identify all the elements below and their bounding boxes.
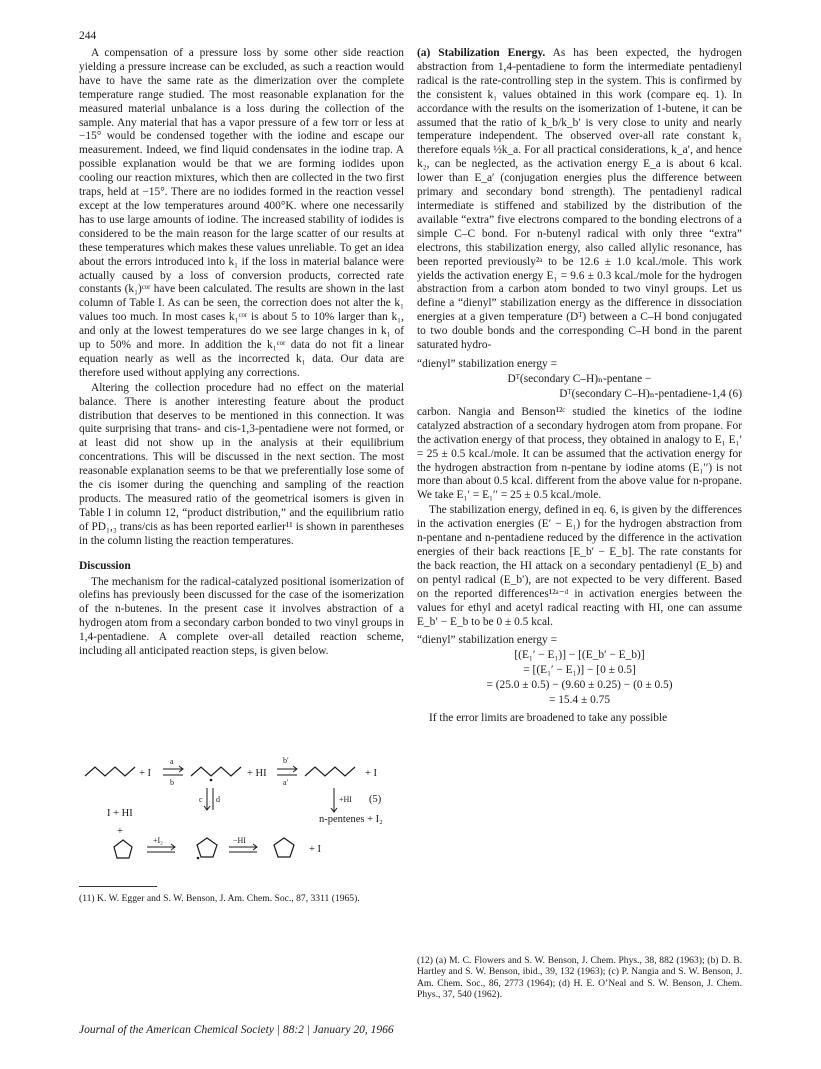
scheme-plus-sign: + [117,826,123,837]
eq7-line2: [(E₁′ − E₁)] − [(E_b′ − E_b)] [514,649,645,662]
eq7-line4: = (25.0 ± 0.5) − (9.60 ± 0.25) − (0 ± 0.5) [486,679,673,692]
radical-dot-2 [197,857,200,860]
paragraph-nangia-benson: carbon. Nangia and Benson¹²ᶜ studied the kinetics of the iodine catalyzed abstraction of a secondary hydrogen atom from propane. For the activation energy of that process, they obtained in analogy to E₁ E₁′ = 25 ± 0.5 kcal./mole. It can be assumed that the activation energy for the hydrogen abstraction from n-pentane by iodine atoms (E₁′′) is not more than about 0.5 kcal. different from the above value for n-propane. We take E₁′ = E₁′′ = 25 ± 0.5 kcal./mole. [417,405,742,502]
section-heading-discussion: Discussion [79,559,131,572]
rate-label-c: c [199,795,203,804]
cyclopentenyl-structure [197,838,217,857]
scheme-minus-hi: +HI [339,795,352,804]
scheme-plus-i-1: + I [139,768,152,779]
eq6-line3-row [417,387,742,402]
reaction-scheme [79,754,414,869]
eq7-line5: = 15.4 ± 0.75 [548,694,611,707]
eq6-number: (6) [728,387,742,400]
text-stabilization-energy: As has been expected, the hydrogen abstraction from 1,4-pentadiene to form the intermediate pentadienyl radical is the rate-controlling step in the system. This is confirmed by the consistent k₁ values obtained in this work (compare eq. 1). In accordance with the results on the isomerization of 1-butene, it can be assumed that the ratio of k_b/k_b′ is very close to unity and nearly temperature independent. The observed over-all rate constant k₁ therefore equals ½k_a. For all practical considerations, k_a′, and hence k₂, can be neglected, as the activation energy E_a is about 6 kcal. lower than E_a′ (conjugation energies plus the difference between primary and secondary bond strength). The pentadienyl radical intermediate is stiffened and stabilized by the distribution of the available “extra” five electrons compared to the bonding electrons of a simple C–C bond. For n-butenyl radical with only three “extra” electrons, this stabilization energy, also called allylic resonance, has been reported previously²ᵃ to be 12.6 ± 1.0 kcal./mole. This work yields the activation energy E₁ = 9.6 ± 0.3 kcal./mole for the hydrogen abstraction from a carbon atom bonded to two vinyl groups. Let us define a “dienyl” stabilization energy as the difference in dissociation energies at a given temperature (Dᵀ) between a C–H bond conjugated to two double bonds and the corresponding C–H bond in the parent saturated hydro- [417,47,743,352]
pentadiene-structure-2 [305,767,355,776]
scheme-plus-i2: +I₂ [153,836,163,845]
eq6-line2: Dᵀ(secondary C–H)ₙ-pentane − [507,372,652,385]
rate-label-b: b [170,778,174,787]
paragraph-error-limits: If the error limits are broadened to take any possible [429,712,668,725]
paragraph-collection-procedure: Altering the collection procedure had no effect on the material balance. There is another interesting feature about the product distribution that deserves to be mentioned in this connection. It was quite surprising that trans- and cis-1,3-pentadiene were not formed, or at least did not show up in the analysis at their equilibrium concentrations. This will be discussed in the next section. The most reasonable explanation seems to be that we preferentially lose some of the cis isomer during the quenching and sampling of the reaction products. The measured ratio of the geometrical isomers is given in Table I in column 12, “product distribution,” and the equilibrium ratio of PD₁,₃ trans/cis as has been reported earlier¹¹ is shown in parentheses in the column listing the reaction temperatures. [79,381,404,547]
heading-stabilization-energy: (a) Stabilization Energy. [417,47,546,59]
scheme-i-plus-hi: I + HI [107,808,133,819]
pentadiene-structure-1 [85,767,135,776]
footnote-11: (11) K. W. Egger and S. W. Benson, J. Am. Chem. Soc., 87, 3311 (1965). [79,893,360,904]
paragraph-discussion: The mechanism for the radical-catalyzed positional isomerization of olefins has previously been discussed for the case of the isomerization of the n-butenes. In the present case it involves abstraction of a hydrogen atom from a secondary carbon bonded to two vinyl groups in 1,4-pentadiene. A complete over-all detailed reaction scheme, including all anticipated reaction steps, is given below. [79,575,404,658]
eq7-line3: = [(E₁′ − E₁)] − [0 ± 0.5] [523,664,636,677]
scheme-plus-hi-1: + HI [247,768,267,779]
scheme-plus-i-3: + I [309,844,322,855]
rate-label-a-prime: a′ [283,778,289,787]
eq7-line1: “dienyl” stabilization energy = [417,634,558,647]
footnote-rule [79,886,157,887]
equation-stabilization [417,633,742,708]
paragraph-stabilization-energy [417,47,742,353]
paragraph-stabilization-definition: The stabilization energy, defined in eq. 6, is given by the differences in the activation energies (E′ − E₁) for the hydrogen abstraction from n-pentane and n-pentadiene reduced by the difference in the activation energies of their back reactions [E_b′ − E_b]. The rate constants for the back reaction, the HI attack on a secondary pentadienyl (E_b) and on pentyl radical (E_b′), are not expected to be very different. Based on the reported differences¹²ᵃ⁻ᵈ in activation energies between the values for ethyl and acetyl radical reacting with HI, one can assume E_b′ − E_b to be 0 ± 0.5 kcal. [417,504,742,628]
scheme-pentenes: n-pentenes + I₂ [319,814,383,825]
rate-label-a: a [170,757,174,766]
radical-dot-1 [210,779,213,782]
cyclopentadiene-product-structure [274,838,294,857]
eq6-line3: Dᵀ(secondary C–H)ₙ-pentadiene-1,4 [559,387,726,400]
scheme-minus-hi-2: −HI [233,836,246,845]
paragraph-mass-balance: A compensation of a pressure loss by some other side reaction yielding a pressure increase can be excluded, as such a reaction would have to have the same rate as the dimerization over the complete temperature range studied. The most reasonable explanation for the measured material unbalance is a loss during the collection of the sample. Any material that has a vapor pressure of a few torr or less at −15° would be condensed together with the iodine and escape our measurement. Indeed, we find liquid condensates in the iodine trap. A possible explanation would be that we are forming iodides upon cooling our reaction mixtures, which then are collected in the two first traps, held at −15°. There are no iodides formed in the reaction vessel except at the low temperatures around 400°K. where one necessarily has to use large amounts of iodine. The increased stability of iodides is considered to be the main reason for the large scatter of our results at these temperatures which makes these values unreliable. To get an idea about the errors introduced into k₁ if the loss in material balance were actually caused by a loss of conversion products, corrected rate constants (k₁)ᶜᵒʳ have been calculated. The results are shown in the last column of Table I. As can be seen, the correction does not alter the k₁ values too much. In most cases k₁ᶜᵒʳ is about 5 to 10% larger than k₁, and only at the lowest temperatures do we see large changes in k₁ of up to 50% and more. In addition the k₁ᶜᵒʳ data do not fit a linear equation nearly as well as the incorrected k₁ data. Our data are therefore used without applying any corrections. [79,47,404,379]
rate-label-b-prime: b′ [283,756,289,765]
rate-label-d: d [216,795,220,804]
scheme-plus-i-2: + I [365,768,378,779]
cyclopentadiene-structure [114,840,132,858]
pentadienyl-radical-structure [191,767,241,776]
footnote-12: (12) (a) M. C. Flowers and S. W. Benson, J. Chem. Phys., 38, 882 (1963); (b) D. B. Hartley and S. W. Benson, ibid., 39, 132 (1963); (c) P. Nangia and S. W. Benson, J. Am. Chem. Soc., 86, 2773 (1964); (d) H. E. O’Neal and S. W. Benson, J. Chem. Phys., 37, 540 (1962). [417,955,742,1000]
equation-6 [417,357,742,402]
eq6-line1: “dienyl” stabilization energy = [417,357,558,370]
scheme-eq5-number: (5) [369,794,382,805]
right-column [417,47,742,726]
left-column [79,47,404,659]
journal-footer: Journal of the American Chemical Society | 88:2 | January 20, 1966 [79,1024,394,1036]
page-number: 244 [79,30,97,42]
